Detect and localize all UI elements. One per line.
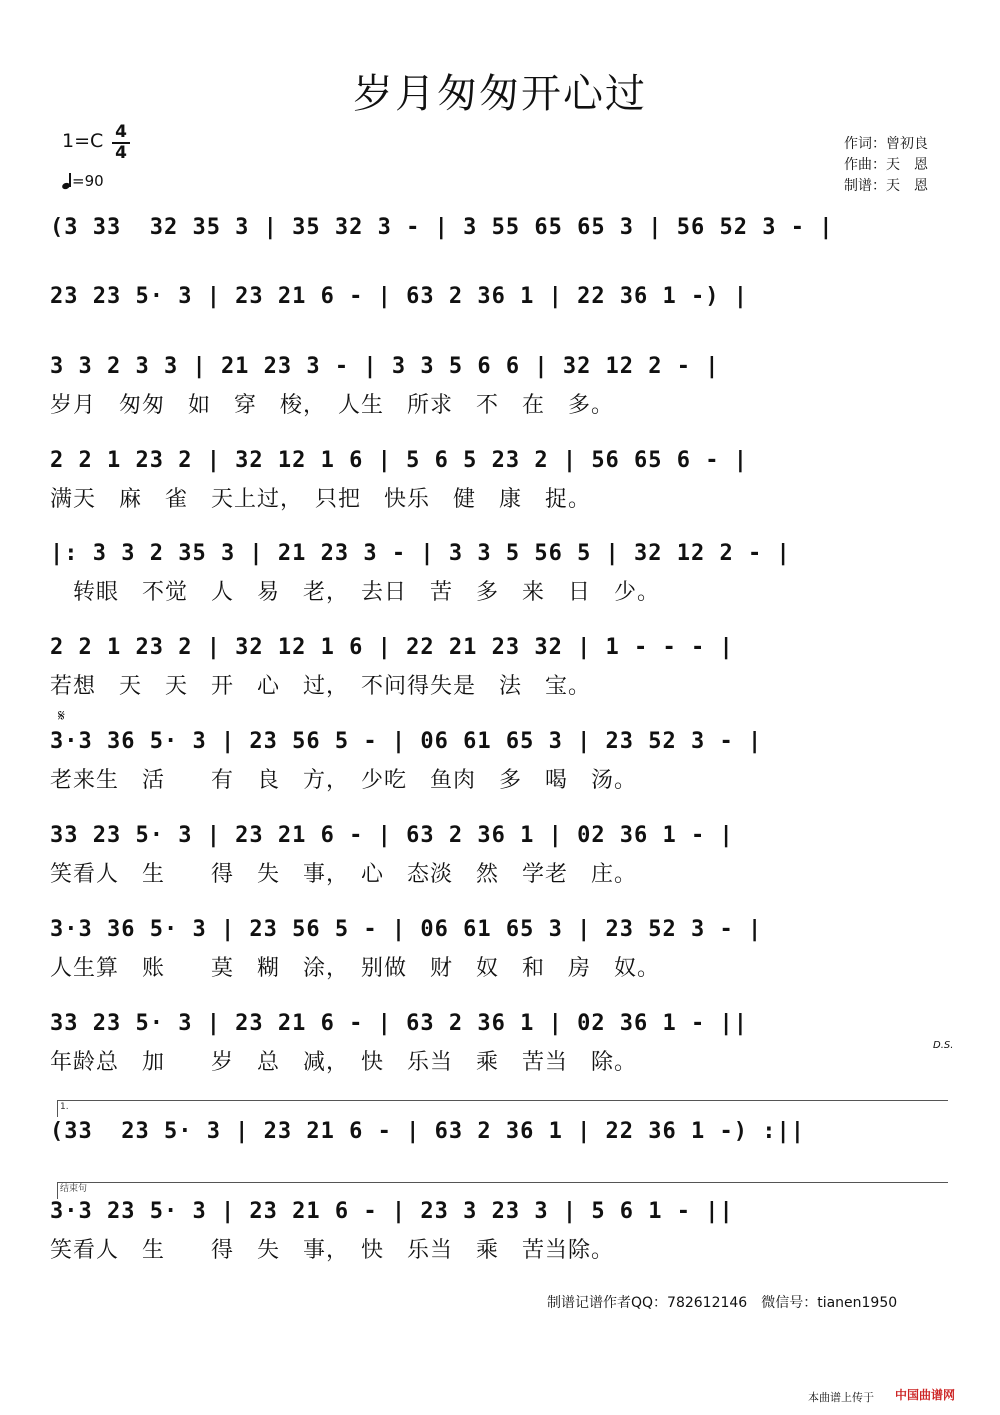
notation-row: 3·3 23 5· 3 | 23 21 6 - | 23 3 23 3 | 5 6 1 - || <box>50 1199 734 1224</box>
segno-icon: 𝄋 <box>58 706 65 725</box>
lyrics-row: 若想 天 天 开 心 过， 不问得失是 法 宝。 <box>50 674 592 699</box>
notation-row: 3·3 36 5· 3 | 23 56 5 - | 06 61 65 3 | 23 52 3 - | <box>50 917 763 942</box>
lyrics-row: 老来生 活 有 良 方， 少吃 鱼肉 多 喝 汤。 <box>50 768 638 793</box>
notation-row: 2 2 1 23 2 | 32 12 1 6 | 22 21 23 32 | 1 - - - | <box>50 635 734 660</box>
notation-row: 2 2 1 23 2 | 32 12 1 6 | 5 6 5 23 2 | 56 65 6 - | <box>50 448 749 473</box>
tempo-value: =90 <box>72 172 104 190</box>
lyrics-row: 满天 麻 雀 天上过， 只把 快乐 健 康 捉。 <box>50 487 592 512</box>
lyrics-row: 人生算 账 莫 糊 涂， 别做 财 奴 和 房 奴。 <box>50 956 661 981</box>
notation-row: (3 33 32 35 3 | 35 32 3 - | 3 55 65 65 3 | 56 52 3 - | <box>50 215 834 240</box>
lyrics-row: 笑看人 生 得 失 事， 心 态淡 然 学老 庄。 <box>50 862 638 887</box>
upload-note: 本曲谱上传于 <box>808 1391 874 1404</box>
lyricist-credit: 作词：曾初良 <box>844 136 928 152</box>
lyrics-row: 转眼 不觉 人 易 老， 去日 苦 多 来 日 少。 <box>50 580 661 605</box>
lyrics-row: 年龄总 加 岁 总 减， 快 乐当 乘 苦当 除。 <box>50 1050 638 1075</box>
composer-credit: 作曲：天 恩 <box>844 157 928 173</box>
notation-row: 23 23 5· 3 | 23 21 6 - | 63 2 36 1 | 22 36 1 -) | <box>50 284 749 309</box>
lyrics-row: 笑看人 生 得 失 事， 快 乐当 乘 苦当除。 <box>50 1238 615 1263</box>
time-signature <box>110 123 132 163</box>
quarter-note-icon <box>62 173 72 189</box>
ending-label: 结束句 <box>60 1184 88 1194</box>
notation-row: 33 23 5· 3 | 23 21 6 - | 63 2 36 1 | 02 36 1 - | <box>50 823 734 848</box>
site-logo: 中国曲谱网 <box>895 1388 956 1402</box>
page-title: 岁月匆匆开心过 <box>353 71 647 117</box>
time-signature-bottom: 4 <box>115 143 127 163</box>
notation-row: 3·3 36 5· 3 | 23 56 5 - | 06 61 65 3 | 23 52 3 - | <box>50 729 763 754</box>
notation-row: |: 3 3 2 35 3 | 21 23 3 - | 3 3 5 56 5 | 32 12 2 - | <box>50 541 791 566</box>
ds-mark: D.S. <box>933 1040 954 1051</box>
arranger-credit: 制谱：天 恩 <box>844 178 928 194</box>
time-signature-top: 4 <box>115 122 127 142</box>
notation-row: (33 23 5· 3 | 23 21 6 - | 63 2 36 1 | 22 36 1 -) :|| <box>50 1119 805 1144</box>
volta-bracket-1 <box>57 1100 948 1117</box>
footer-contact: 制谱记谱作者QQ：782612146 微信号：tianen1950 <box>547 1295 898 1311</box>
key-signature: 1=C <box>62 130 104 152</box>
volta-label: 1. <box>60 1102 69 1112</box>
tempo-marking <box>62 172 104 190</box>
ending-bracket <box>57 1182 948 1199</box>
notation-row: 3 3 2 3 3 | 21 23 3 - | 3 3 5 6 6 | 32 12 2 - | <box>50 354 720 379</box>
notation-row: 33 23 5· 3 | 23 21 6 - | 63 2 36 1 | 02 36 1 - || <box>50 1011 749 1036</box>
lyrics-row: 岁月 匆匆 如 穿 梭， 人生 所求 不 在 多。 <box>50 393 615 418</box>
credits-block <box>844 134 928 197</box>
